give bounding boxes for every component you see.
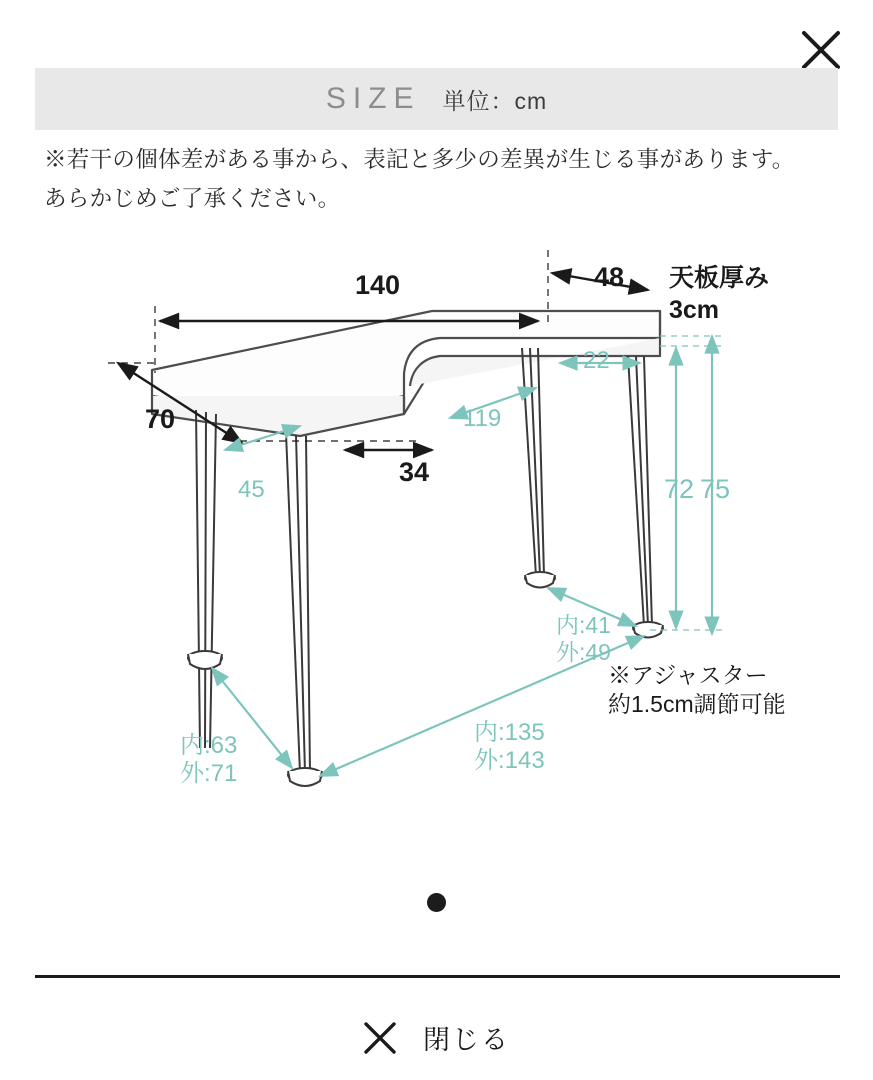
dim-depth-right: 48 [594,262,625,292]
dim-span-inner: 内:135 [474,719,545,746]
dim-left-inner-depth: 45 [238,476,265,503]
dim-inner-long: 119 [463,405,502,432]
dim-height-inner: 72 [664,474,695,504]
dim-front-leg-outer: 外:71 [180,760,238,787]
adjuster-note-line2: 約1.5cm調節可能 [608,691,786,717]
close-icon [363,1021,397,1055]
size-note-line2: あらかじめご了承ください。 [44,186,341,212]
dim-right-leg-inner: 内:41 [556,612,611,638]
size-note [44,140,844,219]
footer-divider [35,975,840,978]
desk-dimension-drawing [0,228,873,848]
close-button[interactable] [0,995,873,1080]
dim-front-leg-inner: 内:63 [180,732,238,759]
dim-depth-left: 70 [145,404,176,434]
dim-height-outer: 75 [700,474,731,504]
size-note-line1: ※若干の個体差がある事から、表記と多少の差異が生じる事があります。 [44,147,795,172]
dim-notch: 34 [399,457,430,487]
carousel-dot-1[interactable] [427,893,446,912]
size-unit-label: 単位：cm [442,87,548,114]
dim-span-outer: 外:143 [474,747,545,774]
size-title: SIZE [325,82,421,115]
adjuster-note-line1: ※アジャスター [608,662,768,688]
carousel-dots[interactable] [0,893,873,912]
dim-top-thickness-value: 3cm [669,296,720,324]
size-header-band [35,68,838,130]
close-icon[interactable] [799,28,843,72]
dim-width-top: 140 [355,270,401,300]
dim-right-leg-outer: 外:49 [556,639,611,665]
dim-inner-right-short: 22 [583,347,610,374]
dim-top-thickness-title: 天板厚み [669,264,770,292]
close-button-label: 閉じる [423,1025,510,1055]
